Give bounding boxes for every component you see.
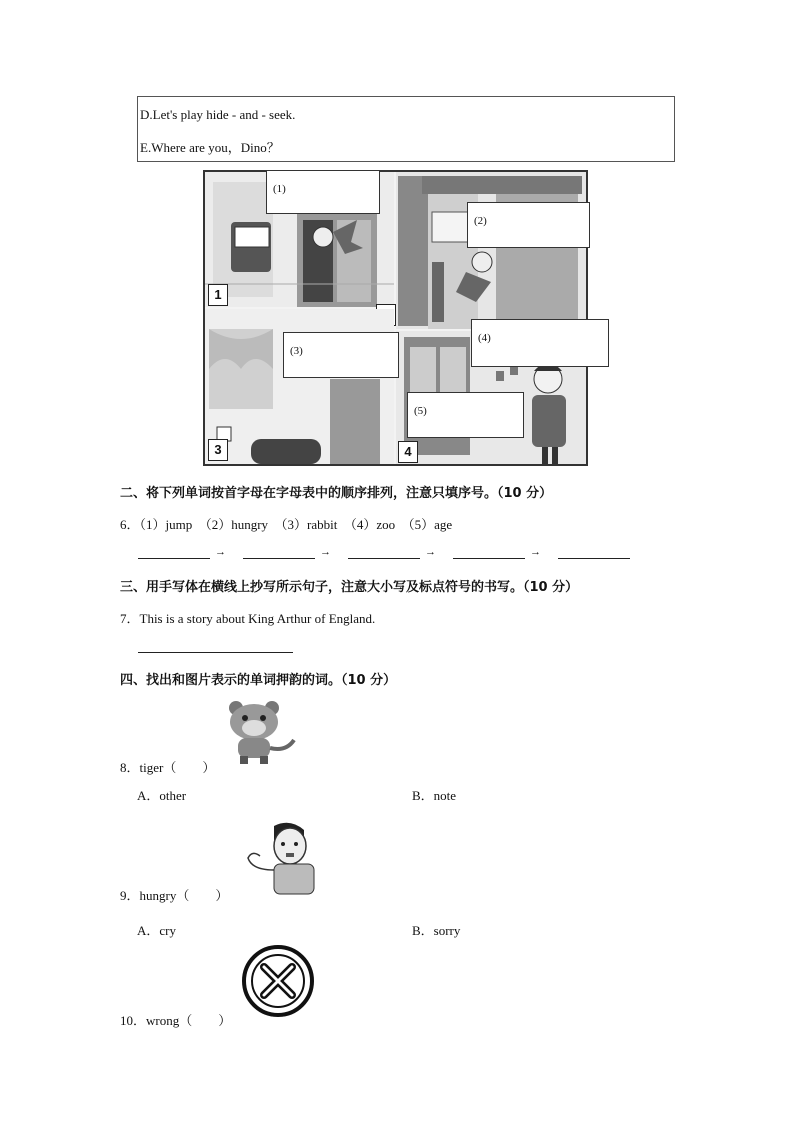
q9-option-b[interactable]: B．sorry [412, 923, 461, 938]
section-4-heading: 四、找出和图片表示的单词押韵的词。（10 分） [120, 673, 397, 688]
answer-line-7[interactable] [138, 652, 293, 653]
question-9: 9．hungry（ ） [120, 888, 229, 903]
q8-option-b[interactable]: B．note [412, 788, 457, 803]
option-e: E.Where are you，Dino？ [140, 140, 280, 155]
blank-label-1: (1) [273, 183, 286, 195]
panel-number-4: 4 [398, 441, 418, 463]
answer-line-6-5[interactable] [558, 558, 630, 559]
q9-option-a[interactable]: A．cry [137, 923, 176, 938]
option-d: D.Let's play hide - and - seek. [140, 107, 296, 122]
hungry-boy-picture [238, 818, 320, 896]
answer-line-6-3[interactable] [348, 558, 420, 559]
question-6: 6．（1）jump （2）hungry （3）rabbit （4）zoo （5）age [120, 517, 453, 532]
blank-label-2: (2) [474, 215, 487, 227]
arrow-1: → [215, 546, 226, 558]
arrow-3: → [425, 546, 436, 558]
blank-label-5: (5) [414, 405, 427, 417]
panel-number-3: 3 [208, 439, 228, 461]
blank-label-3: (3) [290, 345, 303, 357]
blank-box-5[interactable] [407, 392, 524, 438]
arrow-4: → [530, 546, 541, 558]
wardrobe-dino-drawing [396, 172, 586, 329]
answer-line-6-1[interactable] [138, 558, 210, 559]
blank-label-4: (4) [478, 332, 491, 344]
answer-line-6-4[interactable] [453, 558, 525, 559]
panel-number-1: 1 [208, 284, 228, 306]
arrow-2: → [320, 546, 331, 558]
section-2-heading: 二、将下列单词按首字母在字母表中的顺序排列，注意只填序号。（10 分） [120, 486, 553, 501]
options-box [137, 96, 675, 162]
comic-panel-2 [396, 172, 586, 329]
q8-option-a[interactable]: A．other [137, 788, 187, 803]
blank-box-4[interactable] [471, 319, 609, 367]
question-10: 10．wrong（ ） [120, 1013, 232, 1028]
answer-line-6-2[interactable] [243, 558, 315, 559]
blank-box-1[interactable] [266, 170, 380, 214]
question-8: 8．tiger（ ） [120, 760, 216, 775]
wrong-cross-icon [240, 943, 316, 1019]
comic-illustration [203, 170, 588, 466]
section-3-heading: 三、用手写体在横线上抄写所示句子，注意大小写及标点符号的书写。（10 分） [120, 580, 579, 595]
blank-box-2[interactable] [467, 202, 590, 248]
tiger-picture [224, 698, 300, 766]
blank-box-3[interactable] [283, 332, 399, 378]
question-7: 7．This is a story about King Arthur of England. [120, 611, 376, 626]
